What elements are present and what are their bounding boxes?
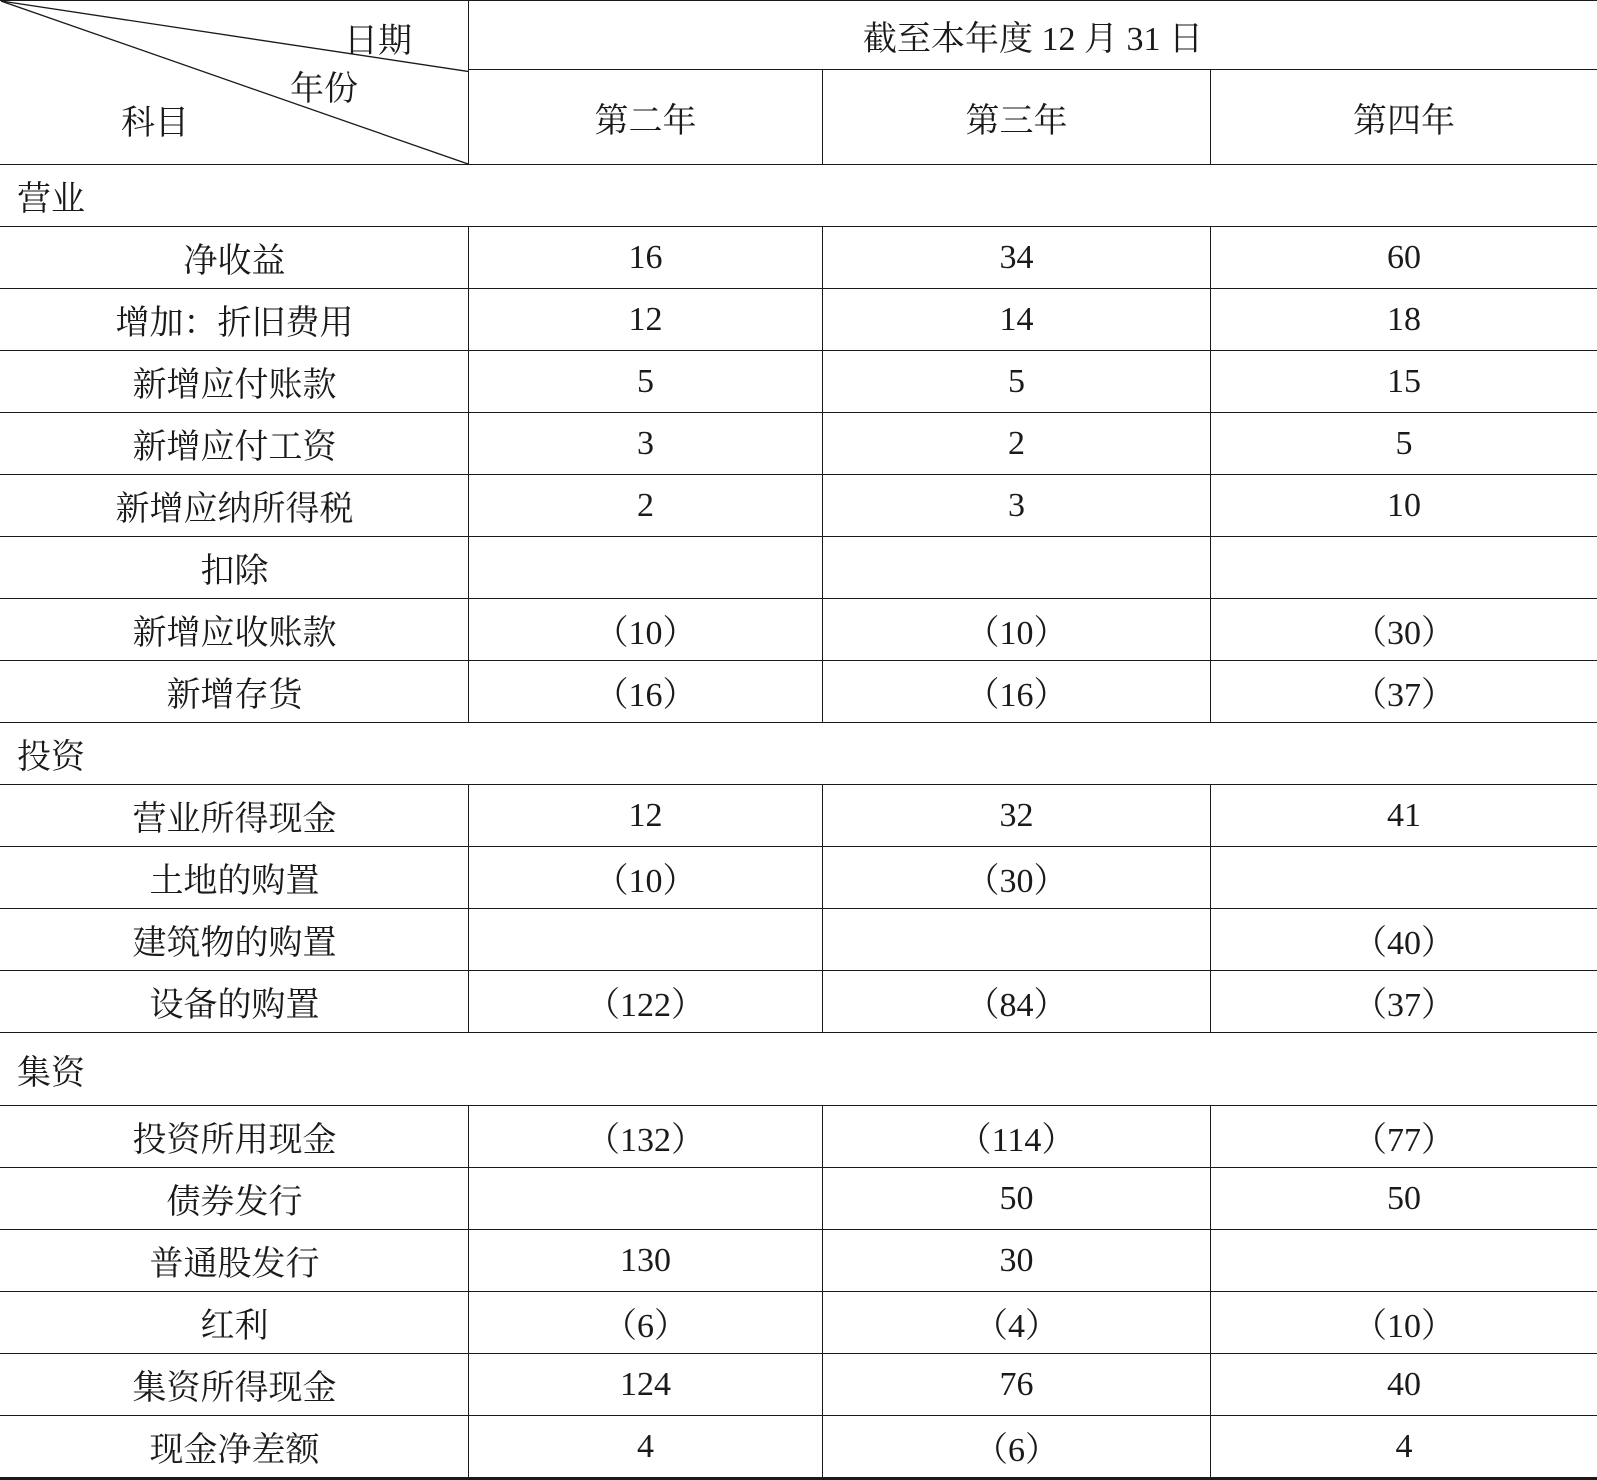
- value-cell: 14: [823, 289, 1211, 351]
- value-cell: 16: [469, 227, 823, 289]
- value-cell: （30）: [823, 847, 1211, 909]
- value-cell: 3: [823, 475, 1211, 537]
- corner-label-year: 年份: [290, 61, 358, 110]
- table-body: [1, 1, 1597, 1479]
- value-cell: [823, 909, 1211, 971]
- table-row: [1, 537, 1597, 599]
- value-cell: （84）: [823, 971, 1211, 1033]
- table-row: [1, 1168, 1597, 1230]
- value-cell: （6）: [469, 1292, 823, 1354]
- row-label: 增加：折旧费用: [1, 289, 469, 351]
- row-label: 红利: [1, 1292, 469, 1354]
- value-cell: 60: [1211, 227, 1597, 289]
- value-cell: 32: [823, 785, 1211, 847]
- table-row: [1, 475, 1597, 537]
- row-label: 新增应纳所得税: [1, 475, 469, 537]
- value-cell: （114）: [823, 1106, 1211, 1168]
- table-row: [1, 1416, 1597, 1479]
- value-cell: 2: [469, 475, 823, 537]
- table-row: [1, 1106, 1597, 1168]
- header-row-period: [1, 1, 1597, 70]
- year-header-2: 第二年: [469, 70, 823, 165]
- table-row: [1, 661, 1597, 723]
- value-cell: （10）: [469, 599, 823, 661]
- corner-label-date: 日期: [344, 13, 412, 62]
- row-label: 新增应付账款: [1, 351, 469, 413]
- value-cell: 30: [823, 1230, 1211, 1292]
- section-title: 投资: [1, 723, 1597, 785]
- row-label: 新增存货: [1, 661, 469, 723]
- value-cell: （37）: [1211, 971, 1597, 1033]
- row-label: 设备的购置: [1, 971, 469, 1033]
- value-cell: 34: [823, 227, 1211, 289]
- row-label: 投资所用现金: [1, 1106, 469, 1168]
- period-header: 截至本年度 12 月 31 日: [469, 1, 1597, 70]
- section-row: [1, 1033, 1597, 1106]
- value-cell: 5: [823, 351, 1211, 413]
- value-cell: 130: [469, 1230, 823, 1292]
- value-cell: [469, 1168, 823, 1230]
- value-cell: （132）: [469, 1106, 823, 1168]
- table-row: [1, 227, 1597, 289]
- value-cell: （37）: [1211, 661, 1597, 723]
- section-title: 营业: [1, 165, 1597, 227]
- table-row: [1, 289, 1597, 351]
- value-cell: 50: [823, 1168, 1211, 1230]
- value-cell: （4）: [823, 1292, 1211, 1354]
- table-row: [1, 785, 1597, 847]
- value-cell: 4: [1211, 1416, 1597, 1479]
- table-row: [1, 599, 1597, 661]
- value-cell: 15: [1211, 351, 1597, 413]
- row-label: 扣除: [1, 537, 469, 599]
- value-cell: 10: [1211, 475, 1597, 537]
- table-row: [1, 847, 1597, 909]
- table-row: [1, 351, 1597, 413]
- row-label: 普通股发行: [1, 1230, 469, 1292]
- table-row: [1, 1230, 1597, 1292]
- row-label: 现金净差额: [1, 1416, 469, 1479]
- year-header-4: 第四年: [1211, 70, 1597, 165]
- value-cell: 124: [469, 1354, 823, 1416]
- value-cell: [469, 537, 823, 599]
- row-label: 营业所得现金: [1, 785, 469, 847]
- value-cell: 50: [1211, 1168, 1597, 1230]
- table-row: [1, 413, 1597, 475]
- value-cell: 40: [1211, 1354, 1597, 1416]
- value-cell: 3: [469, 413, 823, 475]
- corner-label-item: 科目: [121, 95, 189, 144]
- value-cell: 4: [469, 1416, 823, 1479]
- row-label: 建筑物的购置: [1, 909, 469, 971]
- value-cell: （40）: [1211, 909, 1597, 971]
- value-cell: [823, 537, 1211, 599]
- diagonal-header-cell: [1, 1, 469, 165]
- row-label: 新增应收账款: [1, 599, 469, 661]
- section-title: 集资: [1, 1033, 1597, 1106]
- value-cell: （10）: [469, 847, 823, 909]
- table-row: [1, 1292, 1597, 1354]
- value-cell: （6）: [823, 1416, 1211, 1479]
- section-row: [1, 723, 1597, 785]
- row-label: 新增应付工资: [1, 413, 469, 475]
- value-cell: 2: [823, 413, 1211, 475]
- value-cell: （122）: [469, 971, 823, 1033]
- table-row: [1, 971, 1597, 1033]
- value-cell: 76: [823, 1354, 1211, 1416]
- value-cell: （16）: [823, 661, 1211, 723]
- value-cell: [1211, 847, 1597, 909]
- row-label: 净收益: [1, 227, 469, 289]
- section-row: [1, 165, 1597, 227]
- year-header-3: 第三年: [823, 70, 1211, 165]
- value-cell: 5: [469, 351, 823, 413]
- value-cell: [1211, 537, 1597, 599]
- row-label: 集资所得现金: [1, 1354, 469, 1416]
- value-cell: 12: [469, 289, 823, 351]
- value-cell: （30）: [1211, 599, 1597, 661]
- value-cell: 12: [469, 785, 823, 847]
- value-cell: 41: [1211, 785, 1597, 847]
- value-cell: [1211, 1230, 1597, 1292]
- value-cell: 18: [1211, 289, 1597, 351]
- row-label: 债券发行: [1, 1168, 469, 1230]
- value-cell: （16）: [469, 661, 823, 723]
- value-cell: （10）: [823, 599, 1211, 661]
- value-cell: [469, 909, 823, 971]
- value-cell: 5: [1211, 413, 1597, 475]
- table-row: [1, 1354, 1597, 1416]
- table-row: [1, 909, 1597, 971]
- value-cell: （10）: [1211, 1292, 1597, 1354]
- row-label: 土地的购置: [1, 847, 469, 909]
- value-cell: （77）: [1211, 1106, 1597, 1168]
